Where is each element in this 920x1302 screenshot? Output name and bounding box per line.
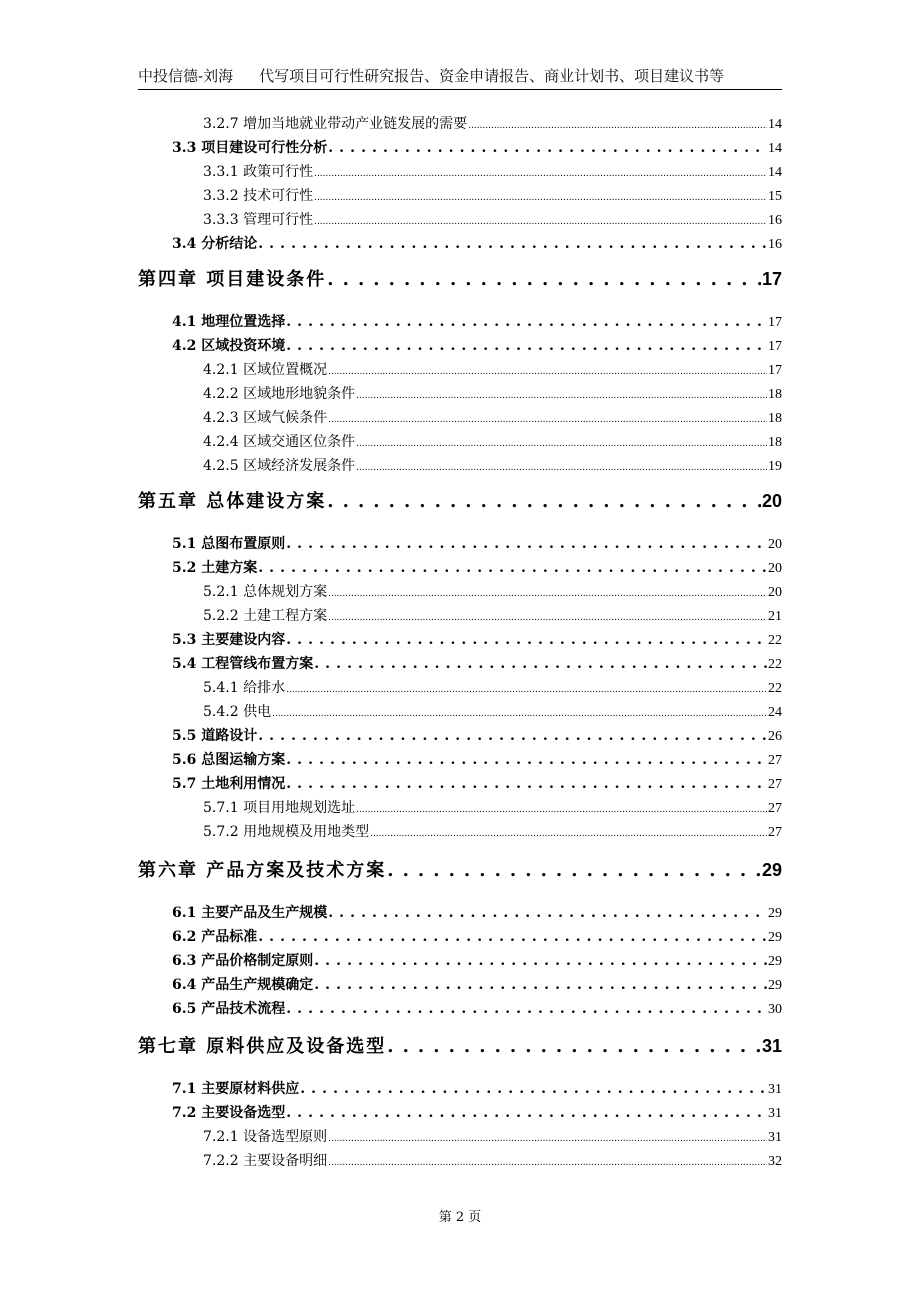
toc-entry-title: 4.2 区域投资环境 (172, 338, 286, 354)
toc-entry-title: 6.1 主要产品及生产规模 (172, 905, 328, 921)
toc-entry-title: 4.2.4 区域交通区位条件 (203, 434, 356, 450)
toc-dot-leader (468, 113, 767, 135)
toc-entry[interactable] (203, 701, 782, 723)
toc-dot-leader (328, 605, 767, 627)
toc-entry-page: 14 (768, 165, 782, 180)
toc-entry-title: 5.1 总图布置原则 (172, 536, 286, 552)
toc-entry[interactable] (203, 209, 782, 231)
toc-entry-title: 5.4.1 给排水 (203, 680, 286, 696)
toc-entry-title: 3.3.2 技术可行性 (203, 188, 314, 204)
toc-entry-page: 16 (768, 213, 782, 228)
toc-entry-title: 5.7 土地利用情况 (172, 776, 286, 792)
toc-entry[interactable] (172, 773, 782, 795)
toc-entry-page: 20 (768, 561, 782, 576)
toc-entry-title: 6.5 产品技术流程 (172, 1001, 286, 1017)
toc-entry-page: 27 (768, 777, 782, 792)
toc-entry-page: 26 (768, 729, 782, 744)
page-number: 第 2 页 (438, 1210, 482, 1225)
toc-dot-leader (286, 773, 767, 795)
toc-entry-title: 3.3.1 政策可行性 (203, 164, 314, 180)
toc-dot-leader (286, 533, 767, 555)
toc-entry-page: 17 (768, 363, 782, 378)
toc-entry-title: 3.2.7 增加当地就业带动产业链发展的需要 (203, 116, 468, 132)
toc-dot-leader (356, 383, 767, 405)
toc-entry-page: 22 (768, 681, 782, 696)
toc-entry-title: 4.1 地理位置选择 (172, 314, 286, 330)
toc-entry-title: 6.4 产品生产规模确定 (172, 977, 314, 993)
toc-entry[interactable] (172, 1102, 782, 1124)
toc-entry-title: 6.2 产品标准 (172, 929, 258, 945)
toc-entry[interactable] (172, 653, 782, 675)
toc-entry-page: 20 (768, 537, 782, 552)
toc-entry[interactable] (172, 974, 782, 996)
toc-entry-title: 5.7.2 用地规模及用地类型 (203, 824, 370, 840)
toc-entry-title: 7.2.2 主要设备明细 (203, 1153, 328, 1169)
toc-dot-leader (327, 487, 761, 516)
toc-entry[interactable] (172, 311, 782, 333)
toc-dot-leader (286, 629, 767, 651)
toc-entry-page: 20 (768, 585, 782, 600)
toc-entry-title: 5.7.1 项目用地规划选址 (203, 800, 356, 816)
toc-entry[interactable] (172, 749, 782, 771)
toc-entry[interactable] (172, 926, 782, 948)
toc-entry-title: 3.4 分析结论 (172, 236, 258, 252)
toc-dot-leader (370, 821, 767, 843)
toc-entry-page: 31 (768, 1130, 782, 1145)
toc-entry[interactable] (203, 359, 782, 381)
toc-entry[interactable] (172, 557, 782, 579)
toc-entry-page: 14 (768, 117, 782, 132)
toc-dot-leader (328, 1150, 767, 1172)
toc-entry-page: 29 (768, 978, 782, 993)
toc-dot-leader (258, 557, 767, 579)
toc-entry[interactable] (203, 1126, 782, 1148)
toc-entry-title: 第六章 产品方案及技术方案 (138, 860, 387, 881)
toc-entry-page: 27 (768, 753, 782, 768)
toc-dot-leader (314, 950, 767, 972)
toc-entry-title: 5.6 总图运输方案 (172, 752, 286, 768)
toc-entry-page: 31 (768, 1106, 782, 1121)
toc-dot-leader (328, 581, 767, 603)
toc-entry[interactable] (172, 533, 782, 555)
toc-entry-page: 30 (768, 1002, 782, 1017)
toc-entry[interactable] (203, 797, 782, 819)
toc-dot-leader (328, 1126, 767, 1148)
toc-entry[interactable] (203, 185, 782, 207)
header-company: 中投信德-刘海 (138, 67, 234, 85)
toc-entry-title: 3.3 项目建设可行性分析 (172, 140, 328, 156)
toc-entry-title: 6.3 产品价格制定原则 (172, 953, 314, 969)
toc-dot-leader (356, 431, 767, 453)
toc-entry-title: 4.2.2 区域地形地貌条件 (203, 386, 356, 402)
toc-dot-leader (314, 161, 767, 183)
toc-entry-page: 29 (768, 906, 782, 921)
toc-entry[interactable] (203, 605, 782, 627)
toc-entry[interactable] (203, 581, 782, 603)
toc-entry[interactable] (203, 407, 782, 429)
toc-dot-leader (258, 926, 767, 948)
toc-dot-leader (314, 653, 767, 675)
toc-entry[interactable] (138, 1031, 782, 1061)
toc-dot-leader (387, 1032, 761, 1061)
toc-entry[interactable] (172, 902, 782, 924)
toc-entry-page: 21 (768, 609, 782, 624)
toc-entry-title: 第七章 原料供应及设备选型 (138, 1036, 387, 1057)
toc-entry-title: 5.2 土建方案 (172, 560, 258, 576)
toc-entry-page: 31 (768, 1082, 782, 1097)
toc-entry-title: 4.2.3 区域气候条件 (203, 410, 328, 426)
toc-entry[interactable] (172, 137, 782, 159)
toc-dot-leader (258, 233, 767, 255)
toc-entry[interactable] (172, 725, 782, 747)
toc-entry[interactable] (138, 264, 782, 294)
toc-entry[interactable] (203, 1150, 782, 1172)
toc-entry-page: 29 (761, 860, 782, 880)
toc-entry-page: 14 (768, 141, 782, 156)
toc-entry[interactable] (203, 113, 782, 135)
toc-entry-page: 31 (761, 1036, 782, 1056)
toc-entry-title: 5.4 工程管线布置方案 (172, 656, 314, 672)
toc-entry-title: 5.2.2 土建工程方案 (203, 608, 328, 624)
toc-entry-title: 5.2.1 总体规划方案 (203, 584, 328, 600)
toc-entry-page: 17 (761, 269, 782, 289)
toc-entry-title: 5.5 道路设计 (172, 728, 258, 744)
toc-dot-leader (286, 1102, 767, 1124)
toc-dot-leader (286, 677, 767, 699)
toc-dot-leader (286, 335, 767, 357)
toc-dot-leader (314, 185, 767, 207)
toc-dot-leader (272, 701, 767, 723)
toc-entry[interactable] (172, 998, 782, 1020)
toc-entry-page: 24 (768, 705, 782, 720)
toc-entry-page: 27 (768, 825, 782, 840)
toc-entry-page: 19 (768, 459, 782, 474)
header-slogan: 代写项目可行性研究报告、资金申请报告、商业计划书、项目建议书等 (259, 67, 725, 85)
toc-entry-title: 5.3 主要建设内容 (172, 632, 286, 648)
toc-entry-title: 4.2.1 区域位置概况 (203, 362, 328, 378)
toc-entry-title: 4.2.5 区域经济发展条件 (203, 458, 356, 474)
toc-entry-page: 18 (768, 387, 782, 402)
toc-entry[interactable] (172, 335, 782, 357)
toc-dot-leader (327, 265, 761, 294)
toc-dot-leader (328, 359, 767, 381)
toc-dot-leader (356, 455, 767, 477)
toc-entry-title: 5.4.2 供电 (203, 704, 272, 720)
toc-entry-page: 17 (768, 315, 782, 330)
toc-entry-page: 29 (768, 954, 782, 969)
toc-entry-page: 18 (768, 435, 782, 450)
toc-entry-page: 17 (768, 339, 782, 354)
toc-dot-leader (328, 137, 767, 159)
toc-entry-title: 第五章 总体建设方案 (138, 491, 327, 512)
toc-entry-page: 32 (768, 1154, 782, 1169)
toc-entry-title: 3.3.3 管理可行性 (203, 212, 314, 228)
toc-entry[interactable] (138, 855, 782, 885)
toc-entry[interactable] (172, 950, 782, 972)
toc-entry[interactable] (203, 161, 782, 183)
toc-entry-title: 7.1 主要原材料供应 (172, 1081, 300, 1097)
toc-entry-page: 15 (768, 189, 782, 204)
toc-entry[interactable] (172, 233, 782, 255)
toc-entry[interactable] (172, 1078, 782, 1100)
toc-dot-leader (314, 209, 767, 231)
toc-entry[interactable] (203, 677, 782, 699)
toc-entry[interactable] (203, 431, 782, 453)
toc-entry[interactable] (203, 821, 782, 843)
toc-entry-page: 18 (768, 411, 782, 426)
toc-entry-page: 22 (768, 633, 782, 648)
toc-dot-leader (328, 902, 767, 924)
toc-entry-page: 27 (768, 801, 782, 816)
toc-entry[interactable] (138, 486, 782, 516)
toc-dot-leader (300, 1078, 767, 1100)
toc-dot-leader (286, 749, 767, 771)
toc-dot-leader (356, 797, 767, 819)
toc-entry-title: 7.2.1 设备选型原则 (203, 1129, 328, 1145)
toc-dot-leader (328, 407, 767, 429)
toc-dot-leader (286, 998, 767, 1020)
toc-entry-page: 16 (768, 237, 782, 252)
toc-entry[interactable] (172, 629, 782, 651)
toc-entry[interactable] (203, 383, 782, 405)
toc-dot-leader (387, 856, 761, 885)
toc-entry-page: 20 (761, 491, 782, 511)
toc-dot-leader (314, 974, 767, 996)
toc-dot-leader (286, 311, 767, 333)
toc-entry-page: 29 (768, 930, 782, 945)
toc-entry-title: 第四章 项目建设条件 (138, 269, 327, 290)
toc-dot-leader (258, 725, 767, 747)
toc-entry-title: 7.2 主要设备选型 (172, 1105, 286, 1121)
toc-entry-page: 22 (768, 657, 782, 672)
toc-entry[interactable] (203, 455, 782, 477)
